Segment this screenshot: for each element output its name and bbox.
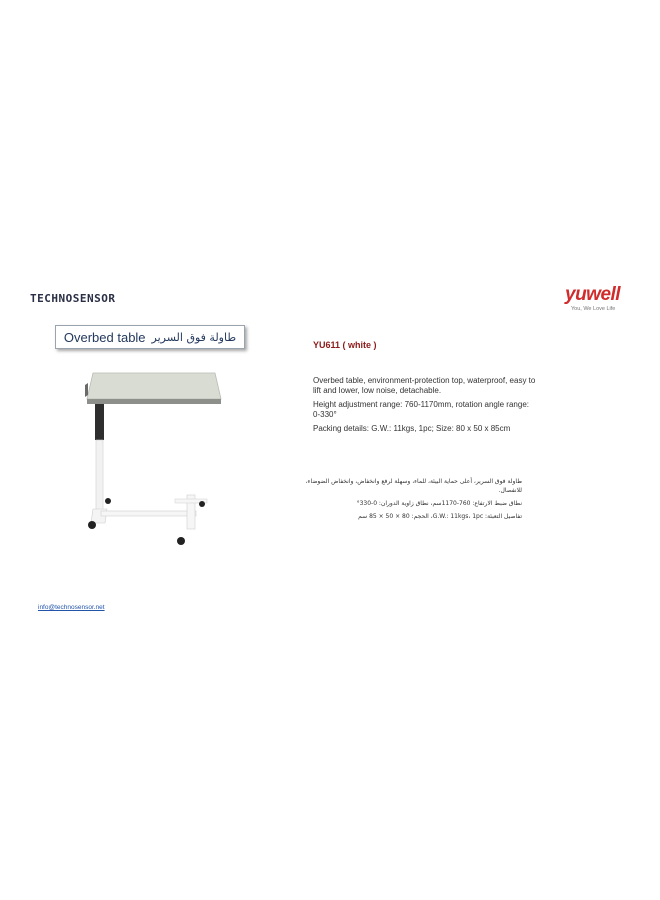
product-title-box [55,325,245,349]
yuwell-brand: yuwell [565,284,621,305]
english-description [313,376,538,438]
yuwell-logo [565,285,635,321]
yuwell-tagline: You, We Love Life [571,306,616,312]
arabic-description-line: تفاصيل التعبئة: G.W.: 11kgs، 1pc، الحجم: 80 × 50 × 85 سم [358,513,522,520]
description-line: Packing details: G.W.: 11kgs, 1pc; Size: 80 x 50 x 85cm [313,424,511,433]
product-title-english: Overbed table [63,329,146,345]
description-line: Height adjustment range: 760-1170mm, rotation angle range: 0-330° [313,400,529,419]
arabic-description-line: طاولة فوق السرير، أعلى حماية البيئة، للماء، وسهلة لرفع وانخفاض، وانخفاض الضوضاء، للانفصال. [305,478,522,494]
technosensor-logo-text: TECHNOSENSOR [30,291,116,305]
arabic-description [300,477,522,525]
contact-email-link[interactable]: info@technosensor.net [38,604,105,611]
technosensor-logo [30,288,116,308]
model-number: YU611 ( white ) [313,340,377,350]
overbed-table-image [75,365,235,547]
product-title-arabic: طاولة فوق السرير [151,330,237,344]
description-line: Overbed table, environment-protection top, waterproof, easy to lift and lower, low noise, detachable. [313,376,536,395]
arabic-description-line: نطاق ضبط الارتفاع: 760-1170سم، نطاق زاوية الدوران: 0-330° [356,500,522,507]
